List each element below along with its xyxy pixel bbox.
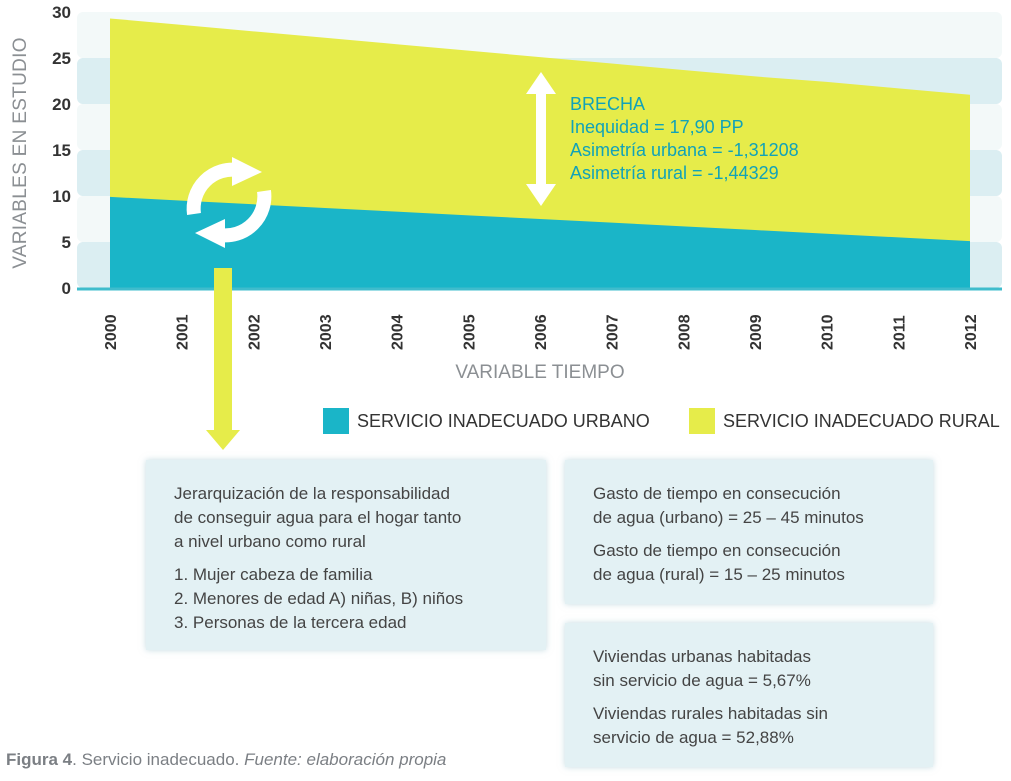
x-tick-label: 2002 <box>246 314 264 350</box>
x-tick-label: 2008 <box>676 314 694 350</box>
box3-line: Viviendas rurales habitadas sin <box>593 704 828 723</box>
box1-intro-line: Jerarquización de la responsabilidad <box>174 484 450 503</box>
annotation-asimetria-rural: Asimetría rural = -1,44329 <box>570 163 779 183</box>
x-axis-label: VARIABLE TIEMPO <box>455 362 625 383</box>
box3-line: servicio de agua = 52,88% <box>593 728 794 747</box>
time-spent-box <box>565 460 933 604</box>
box1-intro-line: a nivel urbano como rural <box>174 532 366 551</box>
box1-list-item: 1. Mujer cabeza de familia <box>174 565 373 584</box>
box2-line: de agua (rural) = 15 – 25 minutos <box>593 565 845 584</box>
x-tick-label: 2006 <box>533 314 550 350</box>
legend-label-rural: SERVICIO INADECUADO RURAL <box>723 410 1000 431</box>
box3-line: Viviendas urbanas habitadas <box>593 647 812 666</box>
legend-swatch-rural <box>689 408 715 434</box>
responsibility-box <box>146 460 546 650</box>
caption-label: Figura 4 <box>6 750 73 769</box>
y-tick-label: 30 <box>52 3 71 22</box>
legend-label-urbano: SERVICIO INADECUADO URBANO <box>357 410 650 431</box>
box1-list-item: 2. Menores de edad A) niñas, B) niños <box>174 589 464 608</box>
annotation-title: BRECHA <box>570 94 646 114</box>
box2-line: de agua (urbano) = 25 – 45 minutos <box>593 508 864 527</box>
box1-intro-line: de conseguir agua para el hogar tanto <box>174 508 462 527</box>
gap-annotation <box>570 93 799 185</box>
caption-source: Fuente: elaboración propia <box>244 750 447 769</box>
housing-box <box>565 623 933 767</box>
legend-rural <box>689 407 1000 435</box>
x-tick-label: 2000 <box>103 314 120 350</box>
y-axis-label: VARIABLES EN ESTUDIO <box>10 37 31 269</box>
annotation-inequidad: Inequidad = 17,90 PP <box>570 117 744 137</box>
legend-urbano <box>323 407 650 435</box>
box2-line: Gasto de tiempo en consecución <box>593 541 841 560</box>
y-tick-label: 15 <box>52 141 71 160</box>
y-tick-label: 5 <box>61 233 71 252</box>
x-tick-label: 2007 <box>604 314 622 350</box>
caption-text: . Servicio inadecuado. <box>72 750 245 769</box>
legend-swatch-urbano <box>323 408 349 434</box>
annotation-asimetria-urbana: Asimetría urbana = -1,31208 <box>570 140 799 160</box>
y-tick-label: 0 <box>61 279 71 298</box>
box3-line: sin servicio de agua = 5,67% <box>593 671 811 690</box>
y-tick-label: 10 <box>52 187 71 206</box>
x-tick-label: 2004 <box>389 314 407 350</box>
x-tick-label: 2009 <box>748 314 765 350</box>
x-tick-label: 2011 <box>891 315 909 350</box>
x-tick-label: 2010 <box>819 314 837 350</box>
x-tick-label: 2005 <box>461 314 479 350</box>
y-tick-label: 25 <box>52 49 71 68</box>
y-tick-label: 20 <box>52 95 71 114</box>
down-arrow-icon <box>206 268 240 450</box>
figure-caption <box>6 750 446 770</box>
x-tick-label: 2003 <box>318 314 335 350</box>
x-tick-label: 2012 <box>963 314 980 350</box>
x-tick-label: 2001 <box>174 314 192 350</box>
box1-list-item: 3. Personas de la tercera edad <box>174 613 407 632</box>
box2-line: Gasto de tiempo en consecución <box>593 484 841 503</box>
